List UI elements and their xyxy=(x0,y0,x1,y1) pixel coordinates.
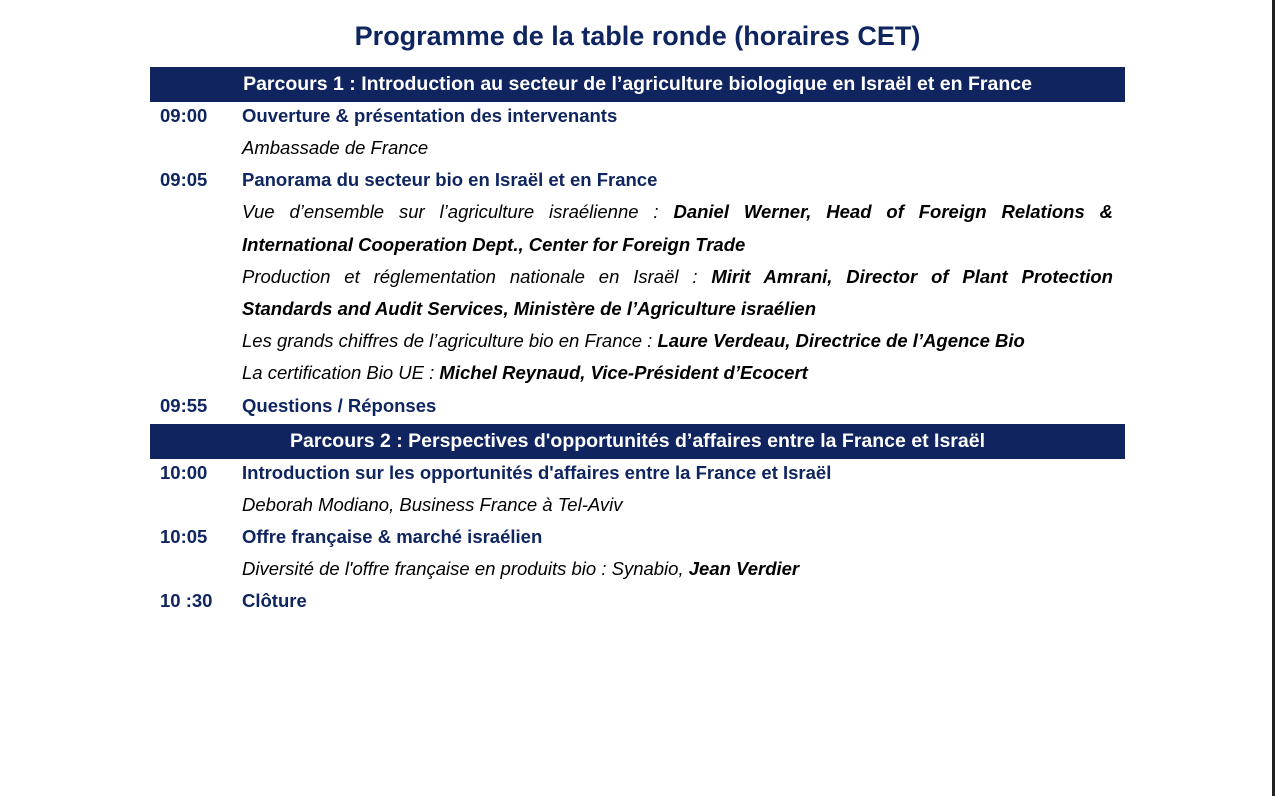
item-time: 09:05 xyxy=(160,169,208,190)
speaker-entry xyxy=(242,553,799,585)
speaker-entry xyxy=(242,196,1113,228)
speaker-intro: Deborah Modiano, Business France à Tel-Aviv xyxy=(242,494,623,515)
speaker-topic: Production et réglementation nationale en Israël : xyxy=(242,266,712,287)
speaker-line xyxy=(150,293,1125,325)
item-time: 10:00 xyxy=(160,462,208,483)
speaker-line xyxy=(150,261,1125,293)
speaker-topic: Vue d’ensemble sur l’agriculture israélienne : xyxy=(242,201,674,222)
agenda-item-0900 xyxy=(150,100,1125,132)
item-session-title: Offre française & marché israélien xyxy=(242,526,543,547)
speaker-entry xyxy=(242,293,816,325)
agenda-item-1000 xyxy=(150,457,1125,489)
speaker-name: Michel Reynaud, Vice-Président d’Ecocert xyxy=(439,362,808,383)
speaker-line xyxy=(150,489,1125,521)
item-session-title: Panorama du secteur bio en Israël et en France xyxy=(242,169,658,190)
track-1-header: Parcours 1 : Introduction au secteur de l’agriculture biologique en Israël et en France xyxy=(150,67,1125,102)
speaker-line xyxy=(150,229,1125,261)
speaker-line xyxy=(150,196,1125,228)
speaker-topic: Les grands chiffres de l’agriculture bio en France : xyxy=(242,330,658,351)
track-2-header: Parcours 2 : Perspectives d'opportunités d’affaires entre la France et Israël xyxy=(150,424,1125,459)
speaker-entry xyxy=(242,325,1025,357)
speaker-entry xyxy=(242,357,808,389)
item-session-title: Ouverture & présentation des intervenants xyxy=(242,105,618,126)
speaker-line xyxy=(150,132,1125,164)
item-session-title: Introduction sur les opportunités d'affaires entre la France et Israël xyxy=(242,462,832,483)
agenda-item-0905 xyxy=(150,164,1125,196)
page-title: Programme de la table ronde (horaires CET) xyxy=(354,21,921,51)
speaker-name-continued: International Cooperation Dept., Center for Foreign Trade xyxy=(242,234,746,255)
speaker-intro: Ambassade de France xyxy=(242,137,429,158)
item-session-title: Clôture xyxy=(242,590,307,611)
speaker-line xyxy=(150,553,1125,585)
speaker-name: Jean Verdier xyxy=(688,558,800,579)
speaker-topic: Diversité de l'offre française en produits bio : Synabio, xyxy=(242,558,689,579)
speaker-name: Mirit Amrani, Director of Plant Protection xyxy=(711,266,1113,287)
speaker-line xyxy=(150,325,1125,357)
item-session-title: Questions / Réponses xyxy=(242,395,437,416)
item-time: 10 :30 xyxy=(160,590,213,611)
item-time: 09:00 xyxy=(160,105,208,126)
agenda-item-1030 xyxy=(150,585,1125,617)
speaker-line xyxy=(150,357,1125,389)
item-time: 10:05 xyxy=(160,526,208,547)
speaker-name-continued: Standards and Audit Services, Ministère de l’Agriculture israélien xyxy=(242,298,817,319)
speaker-name: Laure Verdeau, Directrice de l’Agence Bio xyxy=(657,330,1025,351)
speaker-entry xyxy=(242,229,745,261)
speaker-topic: La certification Bio UE : xyxy=(242,362,440,383)
item-time: 09:55 xyxy=(160,395,208,416)
agenda-item-1005 xyxy=(150,521,1125,553)
agenda-item-0955 xyxy=(150,390,1125,422)
speaker-name: Daniel Werner, Head of Foreign Relations & xyxy=(673,201,1113,222)
speaker-entry xyxy=(242,261,1113,293)
